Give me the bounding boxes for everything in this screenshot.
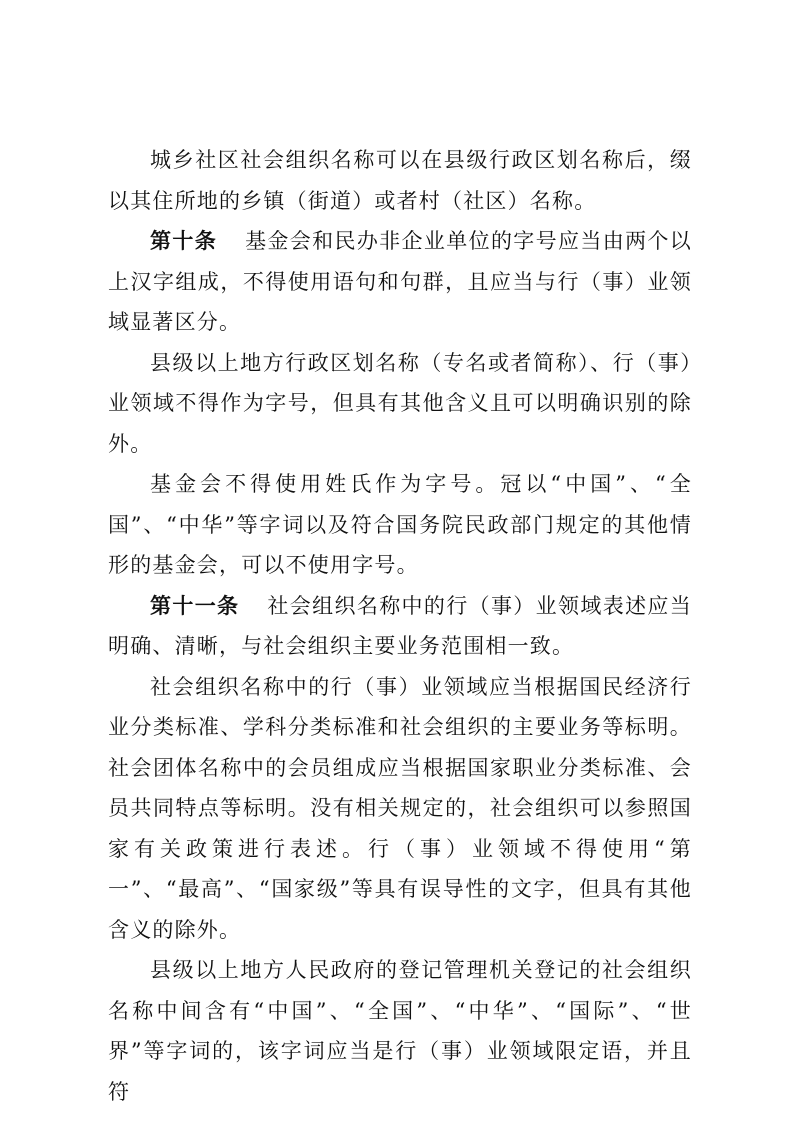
paragraph-1-text: 城乡社区社会组织名称可以在县级行政区划名称后，缀以其住所地的乡镇（街道）或者村（社区）名称。 [108,148,692,213]
paragraph-1 [108,140,692,221]
document-page [108,140,692,1112]
paragraph-2-text: 基金会和民办非企业单位的字号应当由两个以上汉字组成，不得使用语句和句群，且应当与行（事）业领域显著区分。 [108,229,692,334]
paragraph-3-text: 县级以上地方行政区划名称（专名或者简称）、行（事）业领域不得作为字号，但具有其他含义且可以明确识别的除外。 [108,350,692,456]
article-heading-11: 第十一条 [150,592,240,618]
paragraph-7-text: 县级以上地方人民政府的登记管理机关登记的社会组织名称中间含有“中国”、“全国”、“中华”、“国际”、“世界”等字词的，该字词应当是行（事）业领域限定语，并且符 [108,958,692,1104]
paragraph-4 [108,464,692,586]
paragraph-4-text: 基金会不得使用姓氏作为字号。冠以“中国”、“全国”、“中华”等字词以及符合国务院民政部门规定的其他情形的基金会，可以不使用字号。 [108,472,692,577]
paragraph-6 [108,667,692,951]
paragraph-7 [108,950,692,1112]
paragraph-6-text: 社会组织名称中的行（事）业领域应当根据国民经济行业分类标准、学科分类标准和社会组织的主要业务等标明。社会团体名称中的会员组成应当根据国家职业分类标准、会员共同特点等标明。没有相关规定的，社会组织可以参照国家有关政策进行表述。行（事）业领域不得使用“第一”、“最高”、“国家级”等具有误导性的文字，但具有其他含义的除外。 [108,674,692,942]
paragraph-5-text: 社会组织名称中的行（事）业领域表述应当明确、清晰，与社会组织主要业务范围相一致。 [108,593,692,658]
paragraph-article-10 [108,221,692,343]
paragraph-3 [108,343,692,465]
article-heading-10: 第十条 [150,228,218,253]
paragraph-article-11 [108,586,692,667]
